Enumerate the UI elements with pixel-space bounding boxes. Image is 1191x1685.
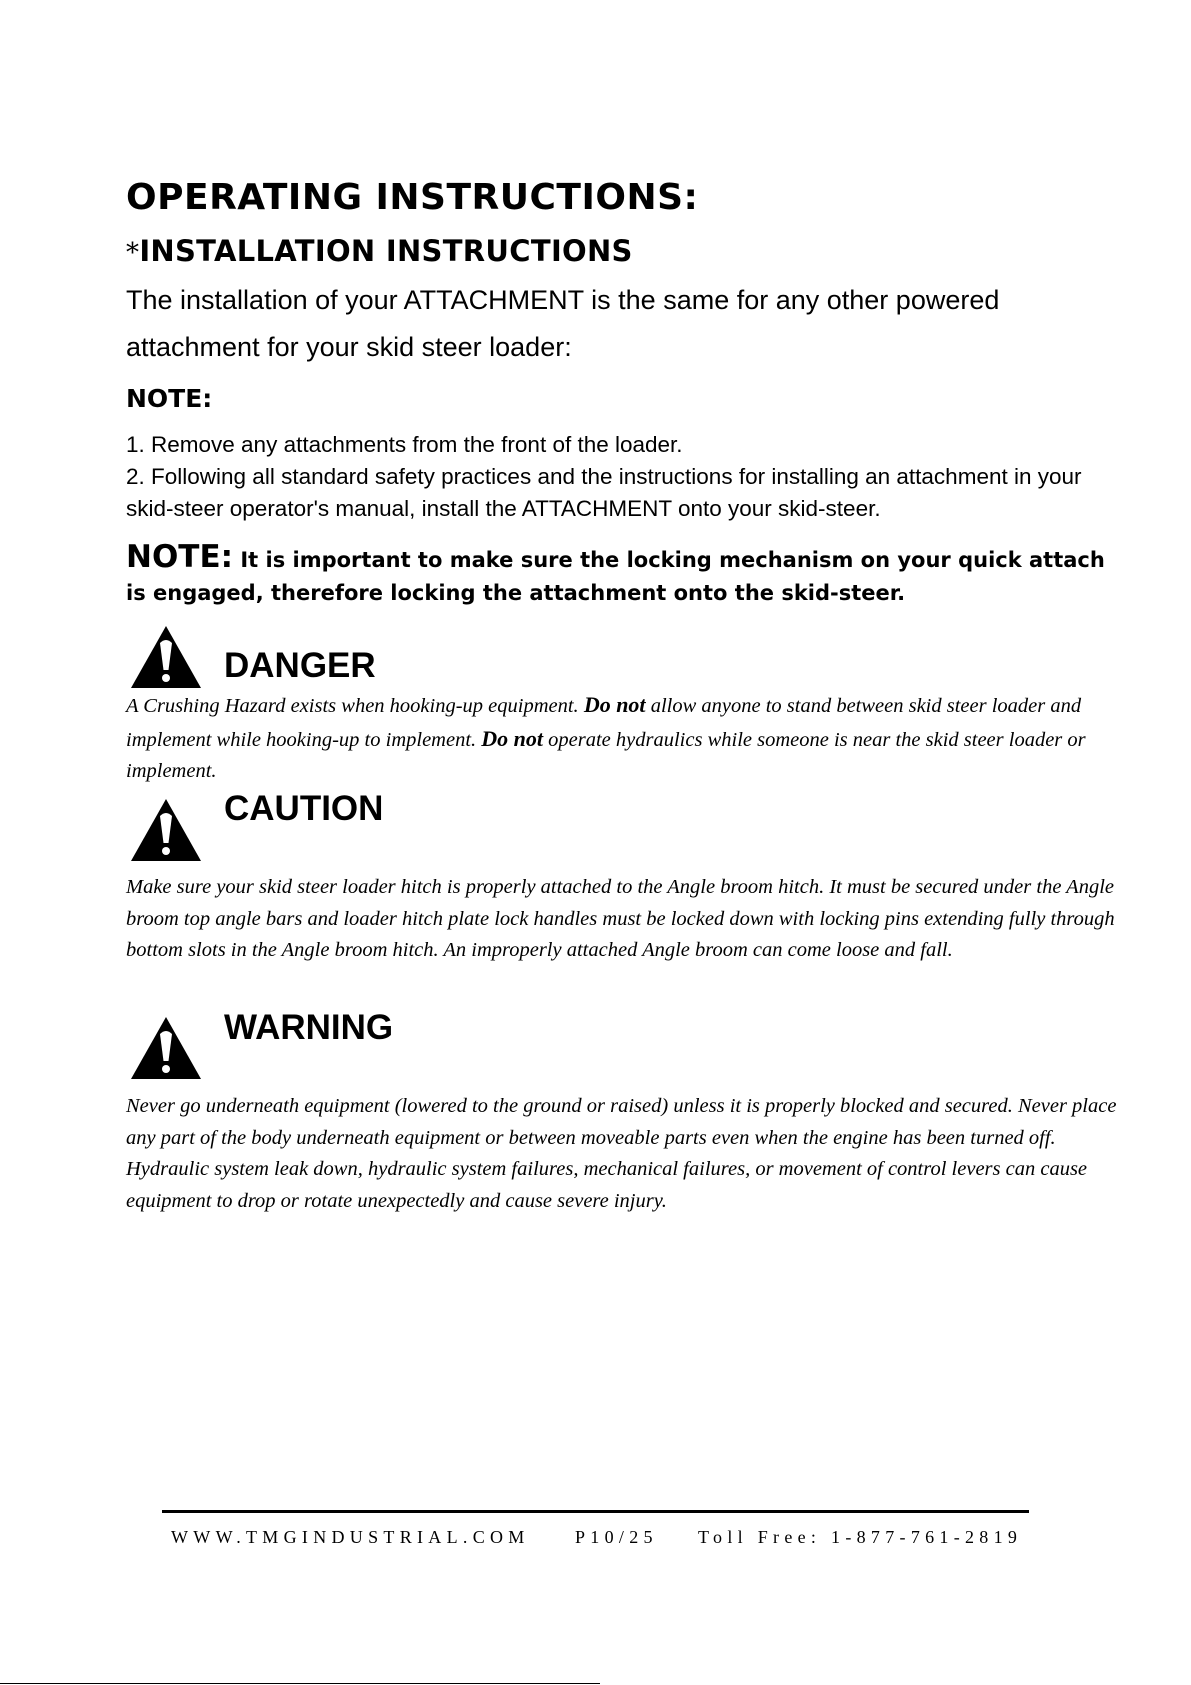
warning-triangle-icon: [131, 1017, 201, 1079]
danger-text-part: allow anyone to stand between skid steer loader and implement while hooking-up to implement.: [126, 695, 1082, 751]
danger-text: [126, 689, 1126, 788]
warning-triangle-icon: [131, 626, 201, 688]
caution-title: CAUTION: [224, 789, 384, 828]
step-item: 1. Remove any attachments from the front of the loader.: [126, 432, 683, 457]
page-edge-line: [0, 1683, 600, 1684]
footer-divider: [162, 1510, 1029, 1513]
section-heading-text: INSTALLATION INSTRUCTIONS: [139, 234, 633, 268]
danger-text-part: A Crushing Hazard exists when hooking-up equipment.: [126, 695, 584, 717]
footer-page-number: P10/25: [575, 1527, 658, 1547]
note-label: NOTE:: [126, 384, 213, 413]
danger-emphasis: Do not: [481, 725, 544, 751]
important-note: [126, 541, 1126, 610]
step-item: 2. Following all standard safety practices and the instructions for installing an attachment in your skid-steer operator's manual, install the ATTACHMENT onto your skid-steer.: [126, 464, 1082, 521]
caution-text: Make sure your skid steer loader hitch is properly attached to the Angle broom hitch. It must be secured under the Angle broom top angle bars and loader hitch plate lock handles must be locked down with locking pins extending fully through bottom slots in the Angle broom hitch. An improperly attached Angle broom can come loose and fall.: [126, 876, 1115, 961]
footer-website: WWW.TMGINDUSTRIAL.COM: [171, 1527, 530, 1547]
warning-text: Never go underneath equipment (lowered to the ground or raised) unless it is properly blocked and secured. Never place any part of the body underneath equipment or between moveable parts even when the engine has been turned off. Hydraulic system leak down, hydraulic system failures, mechanical failures, or movement of control levers can cause equipment to drop or rotate unexpectedly and cause severe injury.: [126, 1095, 1117, 1212]
danger-title: DANGER: [224, 646, 376, 685]
danger-text-part: operate hydraulics while someone is near the skid steer loader or implement.: [126, 728, 1086, 782]
section-heading: [126, 234, 633, 268]
warning-title: WARNING: [224, 1008, 394, 1047]
important-note-text: It is important to make sure the locking mechanism on your quick attach is engaged, therefore locking the attachment onto the skid-steer.: [126, 548, 1105, 605]
warning-triangle-icon: [131, 799, 201, 861]
footer-phone: Toll Free: 1-877-761-2819: [698, 1527, 1023, 1547]
important-note-label: NOTE:: [126, 539, 234, 575]
heading-asterisk: *: [126, 238, 140, 268]
installation-steps: [126, 429, 1106, 525]
page-title: OPERATING INSTRUCTIONS:: [126, 177, 699, 218]
danger-emphasis: Do not: [583, 692, 646, 717]
intro-paragraph: The installation of your ATTACHMENT is the same for any other powered attachment for your skid steer loader:: [126, 285, 1000, 362]
